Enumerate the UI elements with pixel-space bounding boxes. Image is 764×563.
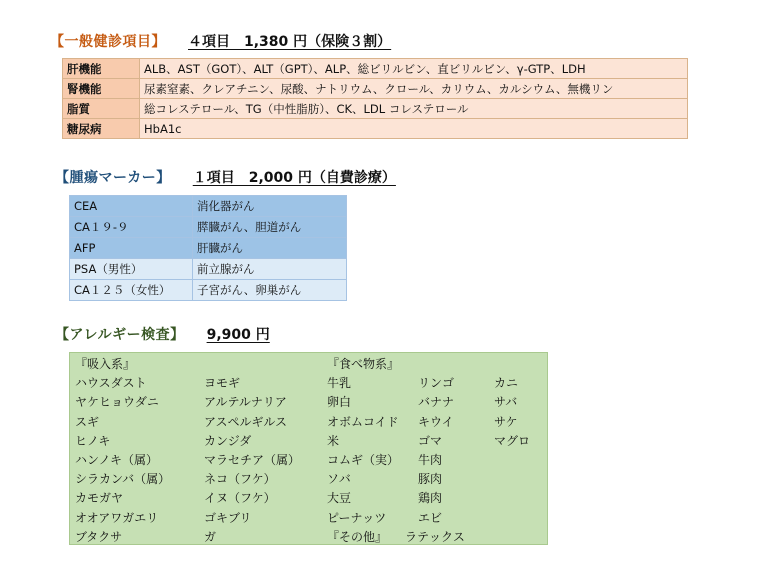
- list-item: スギ: [75, 414, 100, 429]
- list-item: ヨモギ: [204, 376, 241, 391]
- row-value: 前立腺がん: [193, 259, 347, 280]
- table-row: [70, 196, 347, 217]
- list-item: アスペルギルス: [204, 414, 288, 429]
- list-item: ソバ: [327, 472, 351, 487]
- list-item: バナナ: [418, 395, 455, 410]
- list-item: 大豆: [327, 491, 352, 506]
- allergy-column-inhalant-2: [204, 355, 300, 547]
- list-item: オオアワガエリ: [75, 510, 159, 525]
- list-item: [418, 355, 465, 374]
- list-item: ヒノキ: [75, 433, 111, 448]
- list-item: リンゴ: [418, 376, 455, 391]
- list-item: カニ: [494, 376, 519, 391]
- list-item: ヤケヒョウダニ: [75, 395, 159, 410]
- list-item: ネコ（フケ）: [204, 472, 276, 487]
- general-price: ４項目 1,380 円（保険３割）: [188, 34, 392, 50]
- row-key: 脂質: [63, 99, 140, 119]
- list-item: 鶏肉: [418, 491, 443, 506]
- row-key: CEA: [70, 196, 193, 217]
- row-value: HbA1c: [140, 119, 688, 139]
- list-item: ハウスダスト: [75, 376, 147, 391]
- list-item: コムギ（実）: [327, 453, 400, 468]
- list-item: ブタクサ: [75, 529, 123, 544]
- list-item: ラテックス: [405, 529, 465, 544]
- list-item: 豚肉: [418, 472, 443, 487]
- allergy-section-header: [55, 324, 270, 344]
- list-item: ゴマ: [418, 433, 443, 448]
- list-item: 牛乳: [327, 376, 352, 391]
- table-row: [70, 238, 347, 259]
- row-key: 腎機能: [63, 79, 140, 99]
- table-row: [70, 217, 347, 238]
- table-row: [70, 280, 347, 301]
- list-item: 米: [327, 433, 340, 448]
- list-item: サケ: [494, 414, 518, 429]
- allergy-title: 【アレルギー検査】: [55, 327, 185, 343]
- general-table: [62, 58, 688, 139]
- allergy-column-inhalant: [75, 355, 170, 547]
- row-key: 肝機能: [63, 59, 140, 79]
- list-item: ガ: [204, 529, 217, 544]
- row-value: ALB、AST（GOT）、ALT（GPT）、ALP、総ビリルビン、直ビリルビン、γ-GTP、LDH: [140, 59, 688, 79]
- table-row: [63, 79, 688, 99]
- list-item: 牛肉: [418, 453, 443, 468]
- allergy-list-box: [69, 352, 548, 545]
- table-row: [63, 59, 688, 79]
- list-item: マラセチア（属）: [204, 453, 301, 468]
- allergy-price: 9,900 円: [206, 327, 270, 343]
- general-section-header: [50, 31, 391, 51]
- tumor-title: 【腫瘍マーカー】: [55, 170, 171, 186]
- list-item: 『吸入系』: [75, 357, 136, 371]
- row-value: 膵臓がん、胆道がん: [193, 217, 347, 238]
- list-item: シラカンバ（属）: [75, 472, 171, 487]
- row-key: CA１９-９: [70, 217, 193, 238]
- list-item: アルテルナリア: [204, 395, 287, 410]
- allergy-column-food-2: [405, 355, 465, 547]
- tumor-section-header: [55, 167, 396, 187]
- list-item: 『食べ物系』: [327, 357, 400, 371]
- list-item: エビ: [418, 510, 443, 525]
- general-title: 【一般健診項目】: [50, 34, 166, 50]
- list-item: オボムコイド: [327, 414, 399, 429]
- row-value: 子宮がん、卵巣がん: [193, 280, 347, 301]
- list-item: ピーナッツ: [327, 510, 387, 525]
- list-item: マグロ: [494, 433, 531, 448]
- tumor-price: １項目 2,000 円（自費診療）: [192, 170, 396, 186]
- allergy-column-food: [327, 355, 399, 547]
- list-item: 『その他』: [327, 529, 388, 544]
- row-value: 総コレステロール、TG（中性脂肪）、CK、LDL コレステロール: [140, 99, 688, 119]
- table-row: [63, 99, 688, 119]
- row-value: 尿素窒素、クレアチニン、尿酸、ナトリウム、クロール、カリウム、カルシウム、無機リン: [140, 79, 688, 99]
- list-item: [494, 355, 530, 374]
- row-key: AFP: [70, 238, 193, 259]
- row-value: 肝臓がん: [193, 238, 347, 259]
- tumor-table: [69, 195, 347, 301]
- row-key: CA１２５（女性）: [70, 280, 193, 301]
- table-row: [70, 259, 347, 280]
- row-key: 糖尿病: [63, 119, 140, 139]
- list-item: カンジダ: [204, 433, 252, 448]
- list-item: イヌ（フケ）: [204, 491, 276, 506]
- row-key: PSA（男性）: [70, 259, 193, 280]
- list-item: カモガヤ: [75, 491, 124, 506]
- list-item: [204, 355, 300, 374]
- table-row: [63, 119, 688, 139]
- list-item: キウイ: [418, 414, 454, 429]
- list-item: ハンノキ（属）: [75, 453, 159, 468]
- list-item: 卵白: [327, 395, 352, 410]
- list-item: サバ: [494, 395, 518, 410]
- list-item: ゴキブリ: [204, 510, 252, 525]
- allergy-column-food-3: [494, 355, 530, 451]
- row-value: 消化器がん: [193, 196, 347, 217]
